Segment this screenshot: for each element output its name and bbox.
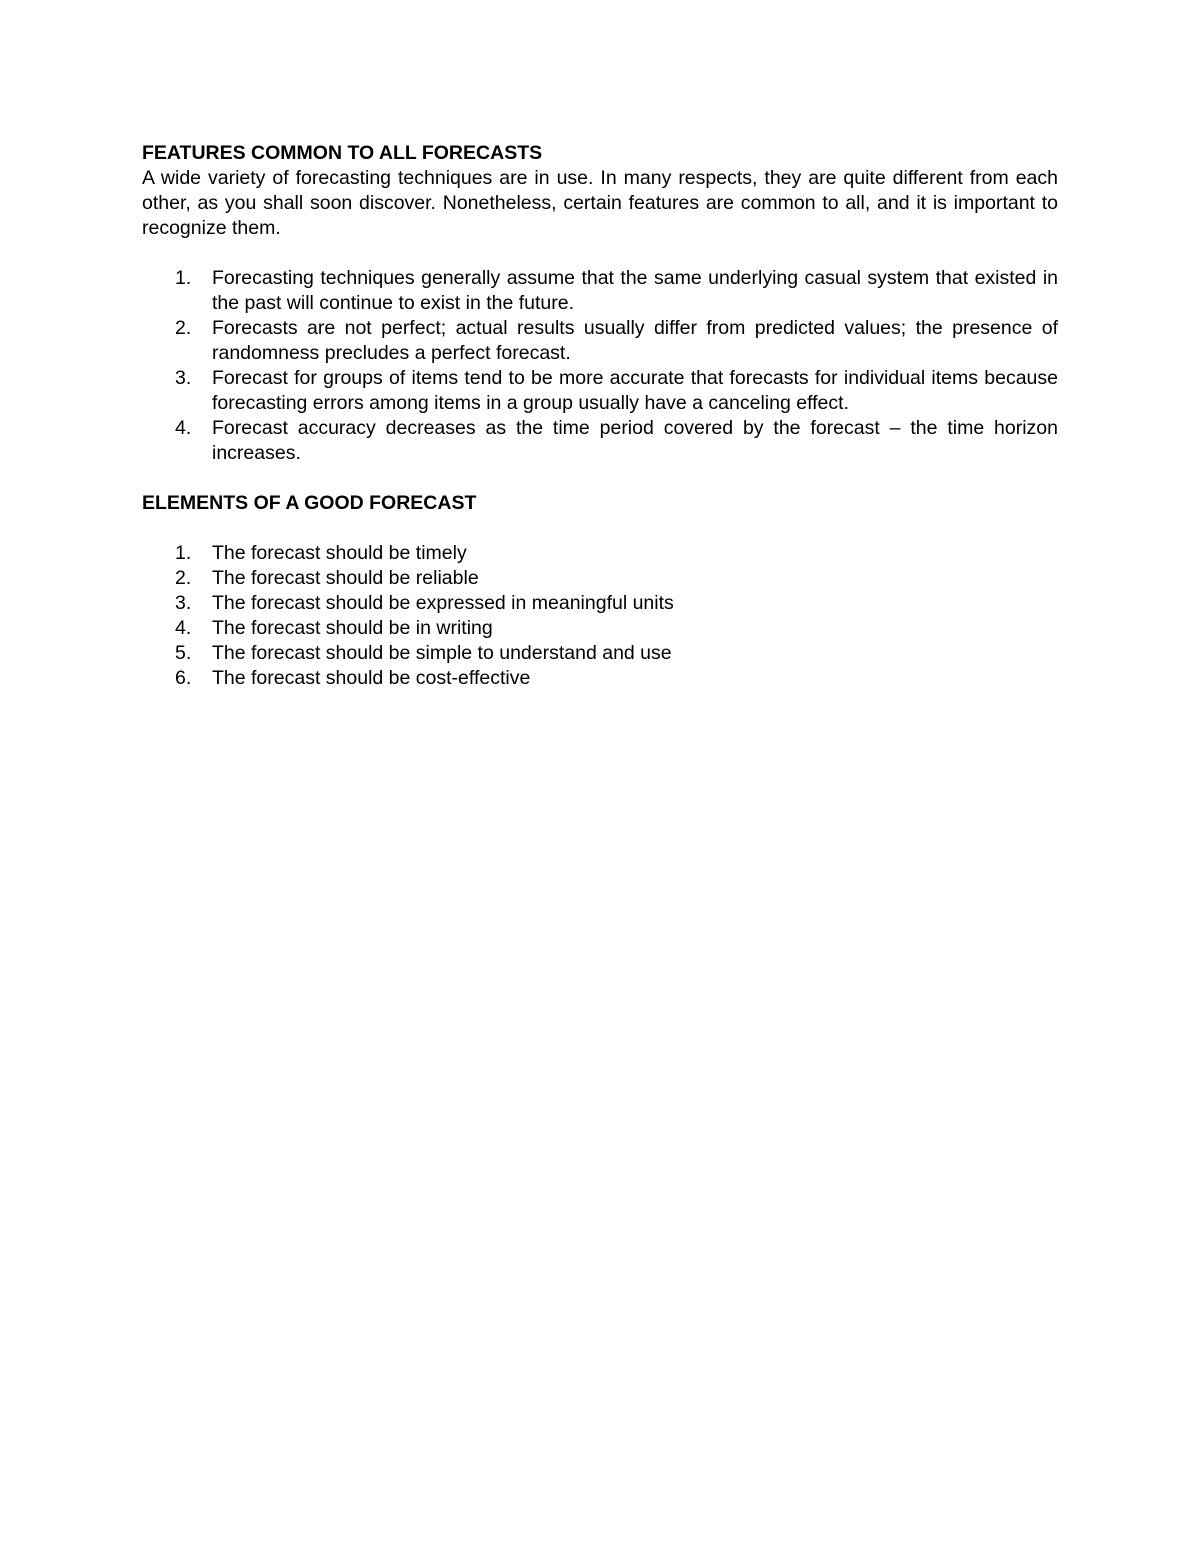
list-number: 4. <box>175 617 192 639</box>
list-item-text: Forecasting techniques generally assume that the same underlying casual system that existed in the past will continue to exist in the future. <box>212 267 1058 314</box>
features-intro-paragraph: A wide variety of forecasting techniques are in use. In many respects, they are quite different from each other, as you shall soon discover. Nonetheless, certain features are common to all, and it is important to recognize them. <box>142 167 1058 239</box>
list-number: 2. <box>175 317 192 339</box>
list-number: 5. <box>175 642 192 664</box>
elements-heading: ELEMENTS OF A GOOD FORECAST <box>142 492 477 514</box>
list-number: 2. <box>175 567 192 589</box>
list-item-text: The forecast should be in writing <box>212 617 493 639</box>
list-item-text: The forecast should be timely <box>212 542 467 564</box>
list-number: 1. <box>175 542 192 564</box>
list-item <box>142 591 1058 616</box>
list-number: 3. <box>175 367 192 389</box>
list-item <box>142 416 1058 466</box>
document-page <box>142 141 1058 691</box>
list-item <box>142 266 1058 316</box>
list-item <box>142 316 1058 366</box>
list-number: 6. <box>175 667 192 689</box>
list-item <box>142 666 1058 691</box>
list-item <box>142 541 1058 566</box>
list-item-text: The forecast should be simple to understand and use <box>212 642 672 664</box>
list-item-text: The forecast should be reliable <box>212 567 479 589</box>
features-list <box>142 266 1058 466</box>
list-item <box>142 366 1058 416</box>
list-item-text: The forecast should be cost-effective <box>212 667 531 689</box>
list-item-text: Forecast accuracy decreases as the time period covered by the forecast – the time horizon increases. <box>212 417 1058 464</box>
list-item <box>142 566 1058 591</box>
features-heading: FEATURES COMMON TO ALL FORECASTS <box>142 142 543 164</box>
list-item-text: Forecast for groups of items tend to be more accurate that forecasts for individual items because forecasting errors among items in a group usually have a canceling effect. <box>212 367 1058 414</box>
list-item <box>142 641 1058 666</box>
elements-list <box>142 541 1058 691</box>
list-number: 1. <box>175 267 192 289</box>
list-item <box>142 616 1058 641</box>
list-number: 4. <box>175 417 192 439</box>
list-item-text: The forecast should be expressed in meaningful units <box>212 592 674 614</box>
list-number: 3. <box>175 592 192 614</box>
list-item-text: Forecasts are not perfect; actual results usually differ from predicted values; the presence of randomness precludes a perfect forecast. <box>212 317 1058 364</box>
